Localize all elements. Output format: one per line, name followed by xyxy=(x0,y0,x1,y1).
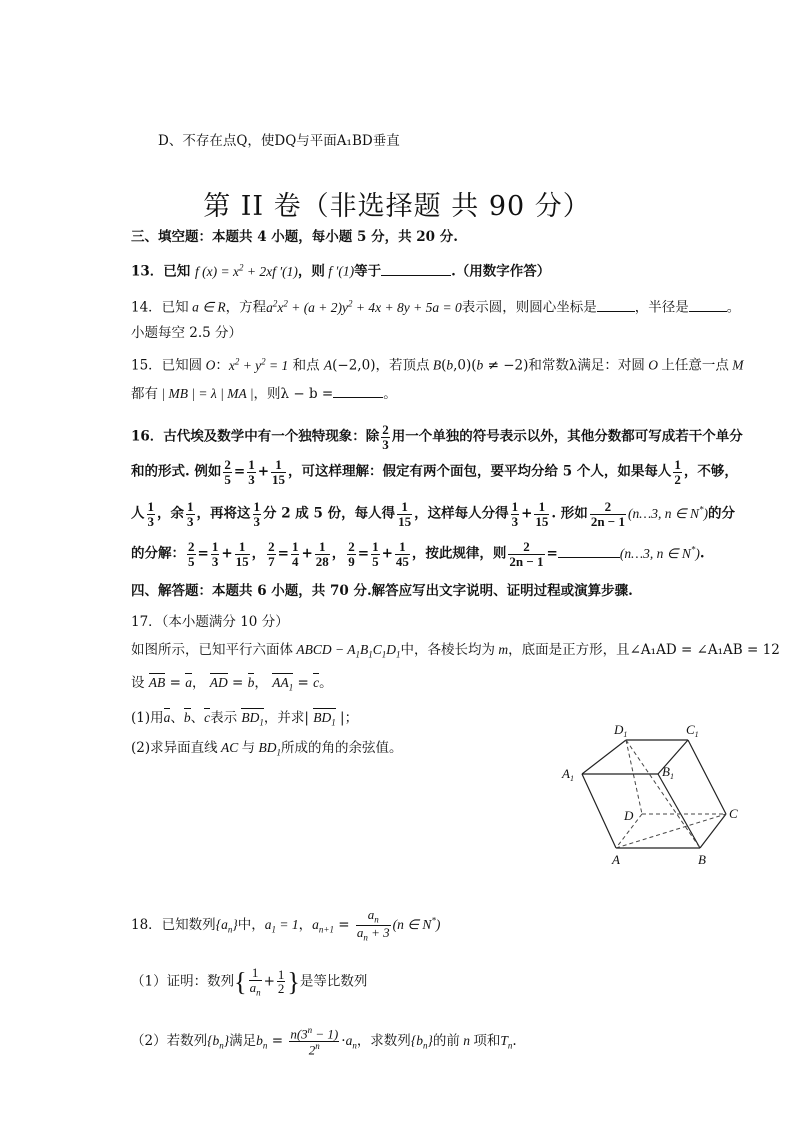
option-d: D、不存在点Q，使DQ与平面A₁BD垂直 xyxy=(158,133,400,149)
q16-line3: 人 $\frac{1}{3}$ ，余 $\frac{1}{3}$ ，再将这 $\frac{1}{3}$ 分 2 成 5 份，每人得 $\frac{1}{15}$ ，这样每人分得 $\frac{1}{3}$ + $\frac{1}{15}$ . 形如 $\frac{2}{2n - 1}$ (n…3, n ∈ N*)的分 xyxy=(131,499,735,529)
edge-a1-a xyxy=(582,774,616,848)
part3-header: 三、填空题：本题共 4 小题，每小题 5 分，共 20 分. xyxy=(131,229,458,245)
section-title: 第 II 卷（非选择题 共 90 分） xyxy=(203,191,591,222)
question-16: 16．古代埃及数学中有一个独特现象：除 $\frac{2}{3}$ 用一个单独的符号表示以外，其他分数都可写成若干个单分 xyxy=(131,422,743,452)
label-d: D xyxy=(624,808,634,823)
q17-line1: 如图所示，已知平行六面体 ABCD − $A_1B_1C_1D_1$中，各棱长均为 m，底面是正方形，且∠A₁AD = ∠A₁AB = 12 xyxy=(131,642,780,660)
q18-line1: 18．已知数列$\{a_n\}$中，$a_1 = 1$，$a_{n+1}$ = $\frac{a_n}{a_n + 3}$ (n ∈ N*) xyxy=(131,907,441,943)
q17-part2: (2)求异面直线 AC 与 $BD_1$所成的角的余弦值。 xyxy=(131,740,403,758)
q16-line2: 和的形式. 例如 $\frac{2}{5}$ = $\frac{1}{3}$ + $\frac{1}{15}$ ，可这样理解：假定有两个面包，要平均分给 5 个人，如果每人 $\frac{1}{2}$ ，不够， xyxy=(131,457,738,487)
diagonal-d1-b xyxy=(626,740,700,848)
edge-c-b xyxy=(700,814,726,848)
q13-prefix: 13．已知 xyxy=(131,263,191,280)
q16-line4: 的分解： $\frac{2}{5}$ = $\frac{1}{3}$ + $\frac{1}{15}$ ， $\frac{2}{7}$ = $\frac{1}{4}$ + $\frac{1}{28}$ ， $\frac{2}{9}$ = $\frac{1}{5}$ + $\frac{1}{45}$ ，按此规律，则 $\frac{2}{2n - 1}$ = (n…3, n ∈ N*). xyxy=(131,539,705,569)
edge-c1-c xyxy=(688,740,726,814)
label-a: A xyxy=(612,852,620,867)
label-b: B xyxy=(698,852,706,867)
question-15: 15．已知圆 O：$x^2 + y^2 = 1$ 和点 A(−2,0)，若顶点 B(b,0)(b ≠ −2)和常数λ满足：对圆 O 上任意一点 M xyxy=(131,356,744,374)
q17-part1: (1)用a、b、c表示 $BD_1$，并求| $BD_1$ |； xyxy=(131,710,359,728)
q15-line2: 都有 | MB | = λ | MA |，则λ − b = 。 xyxy=(131,386,397,402)
q13-note: .（用数字作答） xyxy=(451,263,551,280)
q18-part2: （2）若数列$\{b_n\}$满足$b_n$ = $\frac{n(3^n - 1)}{2^n}$ $\cdot a_n$，求数列$\{b_n\}$的前 n 项和$T_n$. xyxy=(131,1025,517,1058)
q14-note: 小题每空 2.5 分） xyxy=(131,325,243,341)
q18-part1: （1）证明：数列{ $\frac{1}{a_n}$ + $\frac{1}{2}$ }是等比数列 xyxy=(131,965,368,998)
q13-tail: 等于 xyxy=(354,263,382,280)
question-13: 13．已知 f $(x) = x^2 + 2xf$ ′(1)，则 f ′(1)等于 .（用数字作答） xyxy=(131,262,551,280)
parallelepiped-figure xyxy=(558,720,744,870)
edge-b1-b xyxy=(658,774,700,848)
label-a1: $A_1$ xyxy=(562,766,574,783)
q17-head: 17．（本小题满分 10 分） xyxy=(131,614,289,630)
hidden-edge-d1-d xyxy=(626,740,642,814)
part4-header: 四、解答题：本题共 6 小题，共 70 分.解答应写出文字说明、证明过程或演算步骤. xyxy=(131,583,633,599)
label-c: C xyxy=(729,806,738,821)
question-14: 14．已知 a ∈ R，方程$a^2x^2 + (a + 2)y^2 + 4x + 8y + 5a = 0$表示圆，则圆心坐标是 ，半径是 。 xyxy=(131,298,741,316)
q14-prefix: 14．已知 xyxy=(131,299,189,316)
label-b1: $B_1$ xyxy=(662,764,674,781)
label-c1: $C_1$ xyxy=(686,722,699,739)
q17-line2: 设 AB = a， AD = b， $AA_1 = c$。 xyxy=(131,675,333,693)
label-d1: $D_1$ xyxy=(614,722,628,739)
edge-a1-d1 xyxy=(582,740,626,774)
